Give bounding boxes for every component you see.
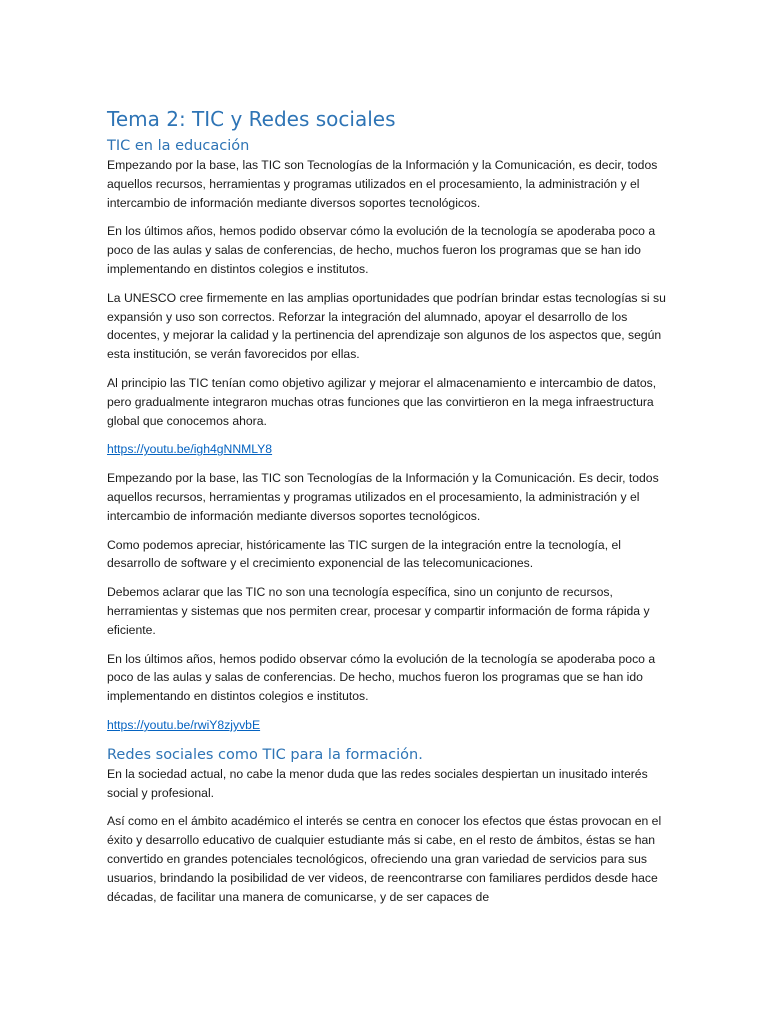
paragraph: En los últimos años, hemos podido observar cómo la evolución de la tecnología se apoderaba poco a poco de las aulas y salas de conferencias, de hecho, muchos fueron los programas que se han ido implementando en distintos colegios e institutos. <box>107 224 656 276</box>
paragraph: En los últimos años, hemos podido observar cómo la evolución de la tecnología se apoderaba poco a poco de las aulas y salas de conferencias. De hecho, muchos fueron los programas que se han ido implementando en distintos colegios e institutos. <box>107 651 656 704</box>
paragraph: La UNESCO cree firmemente en las amplias oportunidades que podrían brindar estas tecnologías si su expansión y uso son correctos. Reforzar la integración del alumnado, apoyar el desarrollo de los docentes, y mejorar la calidad y la pertinencia del aprendizaje son algunos de los aspectos que, según esta institución, se verán favorecidos por ellas. <box>107 290 666 362</box>
paragraph: Empezando por la base, las TIC son Tecnologías de la Información y la Comunicación. Es decir, todos aquellos recursos, herramientas y programas utilizados en el procesamiento, la administración y el intercambio de información mediante diversos soportes tecnológicos. <box>107 471 659 523</box>
paragraph: Así como en el ámbito académico el interés se centra en conocer los efectos que éstas provocan en el éxito y desarrollo educativo de cualquier estudiante más si cabe, en el resto de ámbitos, éstas se han convertido en grandes potenciales tecnológicos, ofreciendo una gran variedad de servicios para sus usuarios, brindando la posibilidad de ver videos, de reencontrarse con familiares perdidos desde hace décadas, de facilitar una manera de comunicarse, y de ser capaces de <box>107 814 662 904</box>
document-page <box>107 104 667 916</box>
section-heading-tic-educacion: TIC en la educación <box>107 138 250 154</box>
paragraph: Como podemos apreciar, históricamente las TIC surgen de la integración entre la tecnología, el desarrollo de software y el crecimiento exponencial de las telecomunicaciones. <box>107 537 621 571</box>
paragraph: Empezando por la base, las TIC son Tecnologías de la Información y la Comunicación, es decir, todos aquellos recursos, herramientas y programas utilizados en el procesamiento, la administración y el intercambio de información mediante diversos soportes tecnológicos. <box>107 158 658 210</box>
paragraph: En la sociedad actual, no cabe la menor duda que las redes sociales despiertan un inusitado interés social y profesional. <box>107 766 648 800</box>
youtube-link-1[interactable]: https://youtu.be/igh4gNNMLY8 <box>107 442 273 457</box>
paragraph: Debemos aclarar que las TIC no son una tecnología específica, sino un conjunto de recursos, herramientas y sistemas que nos permiten crear, procesar y compartir información de forma rápida y eficiente. <box>107 585 650 637</box>
section-heading-redes-sociales: Redes sociales como TIC para la formación. <box>107 746 423 763</box>
document-title: Tema 2: TIC y Redes sociales <box>107 107 396 131</box>
paragraph: Al principio las TIC tenían como objetivo agilizar y mejorar el almacenamiento e intercambio de datos, pero gradualmente integraron muchas otras funciones que las convirtieron en la mega infraestructura global que conocemos ahora. <box>107 375 657 428</box>
youtube-link-2[interactable]: https://youtu.be/rwiY8zjyvbE <box>107 717 261 732</box>
